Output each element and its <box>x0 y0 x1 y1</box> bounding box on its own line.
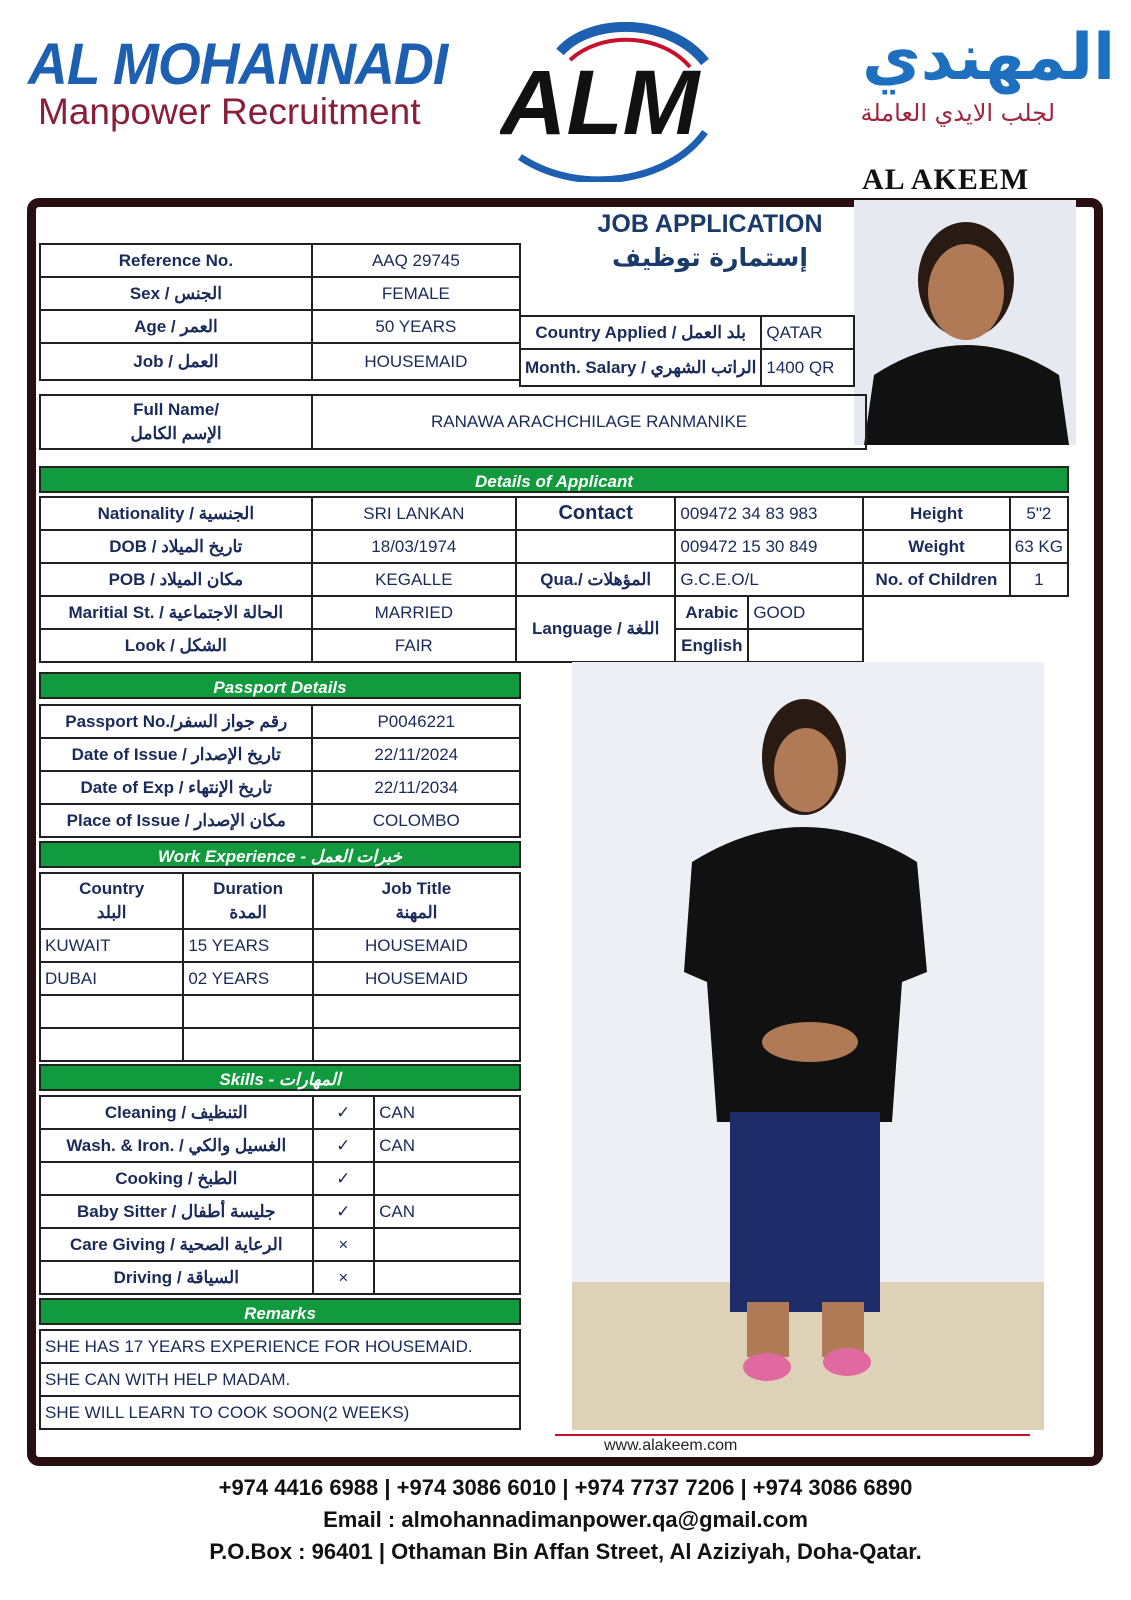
country-applied-value: QATAR <box>761 316 854 349</box>
skills-section-header: Skills - المهارات <box>39 1064 521 1091</box>
marital-label: Maritial St. / الحالة الاجتماعية <box>40 596 312 629</box>
full-name-table <box>39 394 867 450</box>
issue-date-label: Date of Issue / تاريخ الإصدار <box>40 738 312 771</box>
passport-table <box>39 704 521 838</box>
column-duration-ar: المدة <box>229 903 267 922</box>
agency-name: AL AKEEM <box>862 163 1030 196</box>
table-row <box>40 962 520 995</box>
job-label: Job / العمل <box>40 343 312 380</box>
table-row <box>40 1363 520 1396</box>
experience-header-row <box>40 873 520 929</box>
table-row <box>40 310 520 343</box>
english-value <box>748 629 863 662</box>
form-title <box>570 210 850 272</box>
language-label: Language / اللغة <box>516 596 675 662</box>
qualification-value: G.C.E.O/L <box>675 563 863 596</box>
skill-mark: ✓ <box>313 1195 375 1228</box>
table-row <box>40 705 520 738</box>
experience-country: KUWAIT <box>40 929 183 962</box>
table-row <box>520 349 854 386</box>
website-link[interactable]: www.alakeem.com <box>604 1437 738 1454</box>
contact-label: Contact <box>516 497 675 530</box>
skill-note: CAN <box>374 1129 520 1162</box>
skill-label: Driving / السياقة <box>40 1261 313 1294</box>
english-label: English <box>675 629 748 662</box>
nationality-label: Nationality / الجنسية <box>40 497 312 530</box>
table-row <box>40 343 520 380</box>
experience-job-title <box>313 1028 520 1061</box>
table-row <box>40 995 520 1028</box>
remark-line: SHE CAN WITH HELP MADAM. <box>40 1363 520 1396</box>
full-body-image <box>572 662 1044 1430</box>
top-info-table <box>39 243 521 381</box>
table-row <box>40 1330 520 1363</box>
children-value: 1 <box>1010 563 1068 596</box>
skill-mark: ✓ <box>313 1162 375 1195</box>
experience-duration <box>183 1028 313 1061</box>
skills-table <box>39 1095 521 1295</box>
alm-logo <box>500 22 730 182</box>
table-row <box>40 596 1068 629</box>
remark-line: SHE WILL LEARN TO COOK SOON(2 WEEKS) <box>40 1396 520 1429</box>
arabic-value: GOOD <box>748 596 863 629</box>
skill-label: Baby Sitter / جليسة أطفال <box>40 1195 313 1228</box>
column-job-title <box>313 873 520 929</box>
column-duration-en: Duration <box>213 879 284 898</box>
column-job-title-ar: المهنة <box>395 903 438 922</box>
experience-duration <box>183 995 313 1028</box>
brand-subtitle-en: Manpower Recruitment <box>38 91 421 132</box>
table-row <box>40 563 1068 596</box>
brand-name-en: AL MOHANNADI <box>28 32 448 97</box>
sex-value: FEMALE <box>312 277 520 310</box>
pob-value: KEGALLE <box>312 563 516 596</box>
salary-label: Month. Salary / الراتب الشهري <box>520 349 761 386</box>
skill-note: CAN <box>374 1096 520 1129</box>
remarks-section-header: Remarks <box>39 1298 521 1325</box>
look-label: Look / الشكل <box>40 629 312 662</box>
brand-arabic <box>745 18 1115 128</box>
experience-country <box>40 1028 183 1061</box>
table-row <box>40 1129 520 1162</box>
table-row <box>40 1028 520 1061</box>
arabic-label: Arabic <box>675 596 748 629</box>
empty-cell <box>863 629 1068 662</box>
experience-job-title <box>313 995 520 1028</box>
experience-duration: 15 YEARS <box>183 929 313 962</box>
table-row <box>40 804 520 837</box>
full-name-value: RANAWA ARACHCHILAGE RANMANIKE <box>312 395 866 449</box>
remarks-table <box>39 1329 521 1430</box>
qualification-label: Qua./ المؤهلات <box>516 563 675 596</box>
experience-section-header: Work Experience - خبرات العمل <box>39 841 521 868</box>
table-row <box>520 316 854 349</box>
sex-label: Sex / الجنس <box>40 277 312 310</box>
reference-label: Reference No. <box>40 244 312 277</box>
experience-job-title: HOUSEMAID <box>313 929 520 962</box>
column-duration <box>183 873 313 929</box>
passport-no-value: P0046221 <box>312 705 520 738</box>
skill-mark: ✓ <box>313 1096 375 1129</box>
column-country-ar: البلد <box>96 903 127 922</box>
table-row <box>40 1228 520 1261</box>
column-job-title-en: Job Title <box>381 879 452 898</box>
empty-cell <box>863 596 1068 629</box>
remark-line: SHE HAS 17 YEARS EXPERIENCE FOR HOUSEMAID. <box>40 1330 520 1363</box>
age-value: 50 YEARS <box>312 310 520 343</box>
table-row <box>40 497 1068 530</box>
brand-subtitle-ar: لجلب الايدي العاملة <box>860 99 1055 127</box>
table-row <box>40 1162 520 1195</box>
country-salary-table <box>519 315 855 387</box>
issue-place-label: Place of Issue / مكان الإصدار <box>40 804 312 837</box>
skill-note <box>374 1261 520 1294</box>
skill-label: Care Giving / الرعاية الصحية <box>40 1228 313 1261</box>
table-row <box>40 1195 520 1228</box>
skill-label: Wash. & Iron. / الغسيل والكي <box>40 1129 313 1162</box>
children-label: No. of Children <box>863 563 1010 596</box>
skill-note <box>374 1228 520 1261</box>
experience-table <box>39 872 521 1062</box>
footer <box>0 1472 1131 1568</box>
brand-english <box>28 32 498 132</box>
footer-email: Email : almohannadimanpower.qa@gmail.com <box>323 1507 808 1532</box>
experience-country: DUBAI <box>40 962 183 995</box>
footer-phones: +974 4416 6988 | +974 3086 6010 | +974 7737 7206 | +974 3086 6890 <box>218 1475 913 1500</box>
weight-label: Weight <box>863 530 1010 563</box>
footer-address: P.O.Box : 96401 | Othaman Bin Affan Street, Al Aziziyah, Doha-Qatar. <box>209 1539 922 1564</box>
table-row <box>40 1396 520 1429</box>
reference-value: AAQ 29745 <box>312 244 520 277</box>
issue-place-value: COLOMBO <box>312 804 520 837</box>
table-row <box>40 1096 520 1129</box>
brand-name-ar: المهندي <box>862 21 1115 95</box>
table-row <box>40 395 866 449</box>
table-row <box>40 771 520 804</box>
age-label: Age / العمر <box>40 310 312 343</box>
table-row <box>40 1261 520 1294</box>
contact-blank-cell <box>516 530 675 563</box>
form-title-ar: إستمارة توظيف <box>612 243 808 272</box>
form-title-en: JOB APPLICATION <box>597 210 823 238</box>
passport-section-header: Passport Details <box>39 672 521 699</box>
height-label: Height <box>863 497 1010 530</box>
expiry-date-label: Date of Exp / تاريخ الإنتهاء <box>40 771 312 804</box>
dob-label: DOB / تاريخ الميلاد <box>40 530 312 563</box>
skill-mark: × <box>313 1228 375 1261</box>
column-country-en: Country <box>79 879 145 898</box>
details-table <box>39 496 1069 663</box>
height-value: 5"2 <box>1010 497 1068 530</box>
salary-value: 1400 QR <box>761 349 854 386</box>
table-row <box>40 530 1068 563</box>
contact-number-2: 009472 15 30 849 <box>675 530 863 563</box>
experience-duration: 02 YEARS <box>183 962 313 995</box>
nationality-value: SRI LANKAN <box>312 497 516 530</box>
expiry-date-value: 22/11/2034 <box>312 771 520 804</box>
marital-value: MARRIED <box>312 596 516 629</box>
contact-number-1: 009472 34 83 983 <box>675 497 863 530</box>
experience-country <box>40 995 183 1028</box>
skill-mark: ✓ <box>313 1129 375 1162</box>
table-row <box>40 929 520 962</box>
country-applied-label: Country Applied / بلد العمل <box>520 316 761 349</box>
applicant-full-photo <box>572 662 1044 1430</box>
website-divider <box>555 1434 1030 1436</box>
skill-note <box>374 1162 520 1195</box>
skill-note: CAN <box>374 1195 520 1228</box>
full-name-label-en: Full Name/ <box>133 400 220 419</box>
full-name-label <box>40 395 312 449</box>
details-section-header: Details of Applicant <box>39 466 1069 493</box>
table-row <box>40 244 520 277</box>
full-name-label-ar: الإسم الكامل <box>130 424 222 443</box>
look-value: FAIR <box>312 629 516 662</box>
experience-job-title: HOUSEMAID <box>313 962 520 995</box>
issue-date-value: 22/11/2024 <box>312 738 520 771</box>
table-row <box>40 738 520 771</box>
column-country <box>40 873 183 929</box>
skill-mark: × <box>313 1261 375 1294</box>
portrait-image <box>854 200 1076 445</box>
pob-label: POB / مكان الميلاد <box>40 563 312 596</box>
job-value: HOUSEMAID <box>312 343 520 380</box>
dob-value: 18/03/1974 <box>312 530 516 563</box>
passport-no-label: Passport No./رقم جواز السفر <box>40 705 312 738</box>
skill-label: Cleaning / التنظيف <box>40 1096 313 1129</box>
table-row <box>40 277 520 310</box>
applicant-portrait-photo <box>854 200 1076 445</box>
alm-logo-text: ALM <box>500 52 700 154</box>
skill-label: Cooking / الطبخ <box>40 1162 313 1195</box>
weight-value: 63 KG <box>1010 530 1068 563</box>
